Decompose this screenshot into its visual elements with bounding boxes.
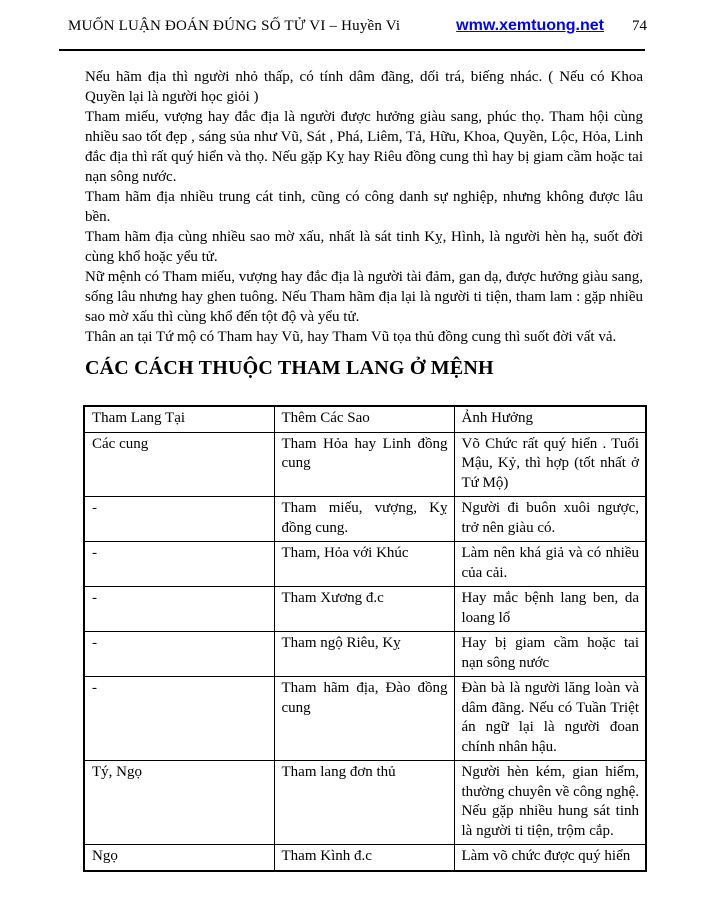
cell-anh-huong: Đàn bà là người lăng loàn và dâm đãng. Nếu có Tuần Triệt án ngữ lại là người đoan chính nhân hậu. [454,677,646,761]
page-number: 74 [632,18,647,34]
section-heading: CÁC CÁCH THUỘC THAM LANG Ở MỆNH [85,357,494,379]
paragraph: Nếu hãm địa thì người nhỏ thấp, có tính dâm đãng, dối trá, biếng nhác. ( Nếu có Khoa Quyền lại là người học giỏi ) [85,69,643,105]
page-content [83,67,645,872]
paragraph: Thân an tại Tứ mộ có Tham hay Vũ, hay Tham Vũ tọa thủ đồng cung thì suốt đời vất vả. [85,329,617,345]
cell-sao: Tham Kình đ.c [274,845,454,871]
cell-anh-huong: Hay bị giam cầm hoặc tai nạn sông nước [454,632,646,677]
cell-anh-huong: Làm nên khá giả và có nhiều của cải. [454,542,646,587]
website-link[interactable]: wmw.xemtuong.net [456,17,604,34]
cell-sao: Tham lang đơn thủ [274,761,454,845]
cell-cung: - [84,677,274,761]
cell-sao: Tham hãm địa, Đào đồng cung [274,677,454,761]
cell-cung: - [84,587,274,632]
cell-cung: - [84,542,274,587]
page-header [68,16,647,36]
paragraph: Tham miếu, vượng hay đắc địa là người được hưởng giàu sang, phúc thọ. Tham hội cùng nhiều sao tốt đẹp , sáng sủa như Vũ, Sát , Phá, Liêm, Tả, Hữu, Khoa, Quyền, Lộc, Hỏa, Linh đắc địa thì rất quý hiển và thọ. Nếu gặp Kỵ hay Riêu đồng cung thì hay bị giam cầm hoặc tai nạn sông nước. [85,109,643,185]
cell-sao: Tham Hỏa hay Linh đồng cung [274,432,454,497]
cell-sao: Tham miếu, vượng, Kỵ đồng cung. [274,497,454,542]
column-header-tham-lang-tai: Tham Lang Tại [84,406,274,432]
book-title: MUỐN LUẬN ĐOÁN ĐÚNG SỐ TỬ VI – Huyền Vi [68,18,401,34]
header-divider-rule [59,49,645,51]
column-header-them-cac-sao: Thêm Các Sao [274,406,454,432]
table-row [84,432,646,497]
table-row [84,497,646,542]
cell-anh-huong: Người hèn kém, gian hiểm, thường chuyên về công nghệ. Nếu gặp nhiều hung sát tinh là người ti tiện, trộm cắp. [454,761,646,845]
cell-cung: Các cung [84,432,274,497]
paragraph: Tham hãm địa cùng nhiều sao mờ xấu, nhất là sát tinh Kỵ, Hình, là người hèn hạ, suốt đời cùng khổ hoặc yểu tử. [85,229,643,265]
column-header-anh-huong: Ảnh Hưởng [454,406,646,432]
cell-anh-huong: Làm võ chức được quý hiển [454,845,646,871]
table-row [84,845,646,871]
cell-cung: Tý, Ngọ [84,761,274,845]
cell-cung: Ngọ [84,845,274,871]
paragraph: Tham hãm địa nhiều trung cát tinh, cũng có công danh sự nghiệp, nhưng không được lâu bền. [85,189,643,225]
body-text [83,67,645,347]
cell-anh-huong: Hay mắc bệnh lang ben, da loang lổ [454,587,646,632]
cell-sao: Tham ngộ Riêu, Kỵ [274,632,454,677]
tham-lang-table [83,405,647,872]
table-row [84,542,646,587]
cell-sao: Tham Xương đ.c [274,587,454,632]
cell-cung: - [84,497,274,542]
table-row [84,761,646,845]
cell-cung: - [84,632,274,677]
table-row [84,587,646,632]
cell-anh-huong: Võ Chức rất quý hiển . Tuổi Mậu, Kỷ, thì hợp (tốt nhất ở Tứ Mộ) [454,432,646,497]
table-row [84,632,646,677]
table-header-row [84,406,646,432]
cell-anh-huong: Người đi buôn xuôi ngược, trở nên giàu có. [454,497,646,542]
table-row [84,677,646,761]
paragraph: Nữ mệnh có Tham miếu, vượng hay đắc địa là người tài đảm, gan dạ, được hưởng giàu sang, sống lâu nhưng hay ghen tuông. Nếu Tham hãm địa lại là người ti tiện, tham lam : gặp nhiều sao mờ xấu thì cùng khổ đến tột độ và yểu tử. [85,269,643,325]
cell-sao: Tham, Hỏa với Khúc [274,542,454,587]
